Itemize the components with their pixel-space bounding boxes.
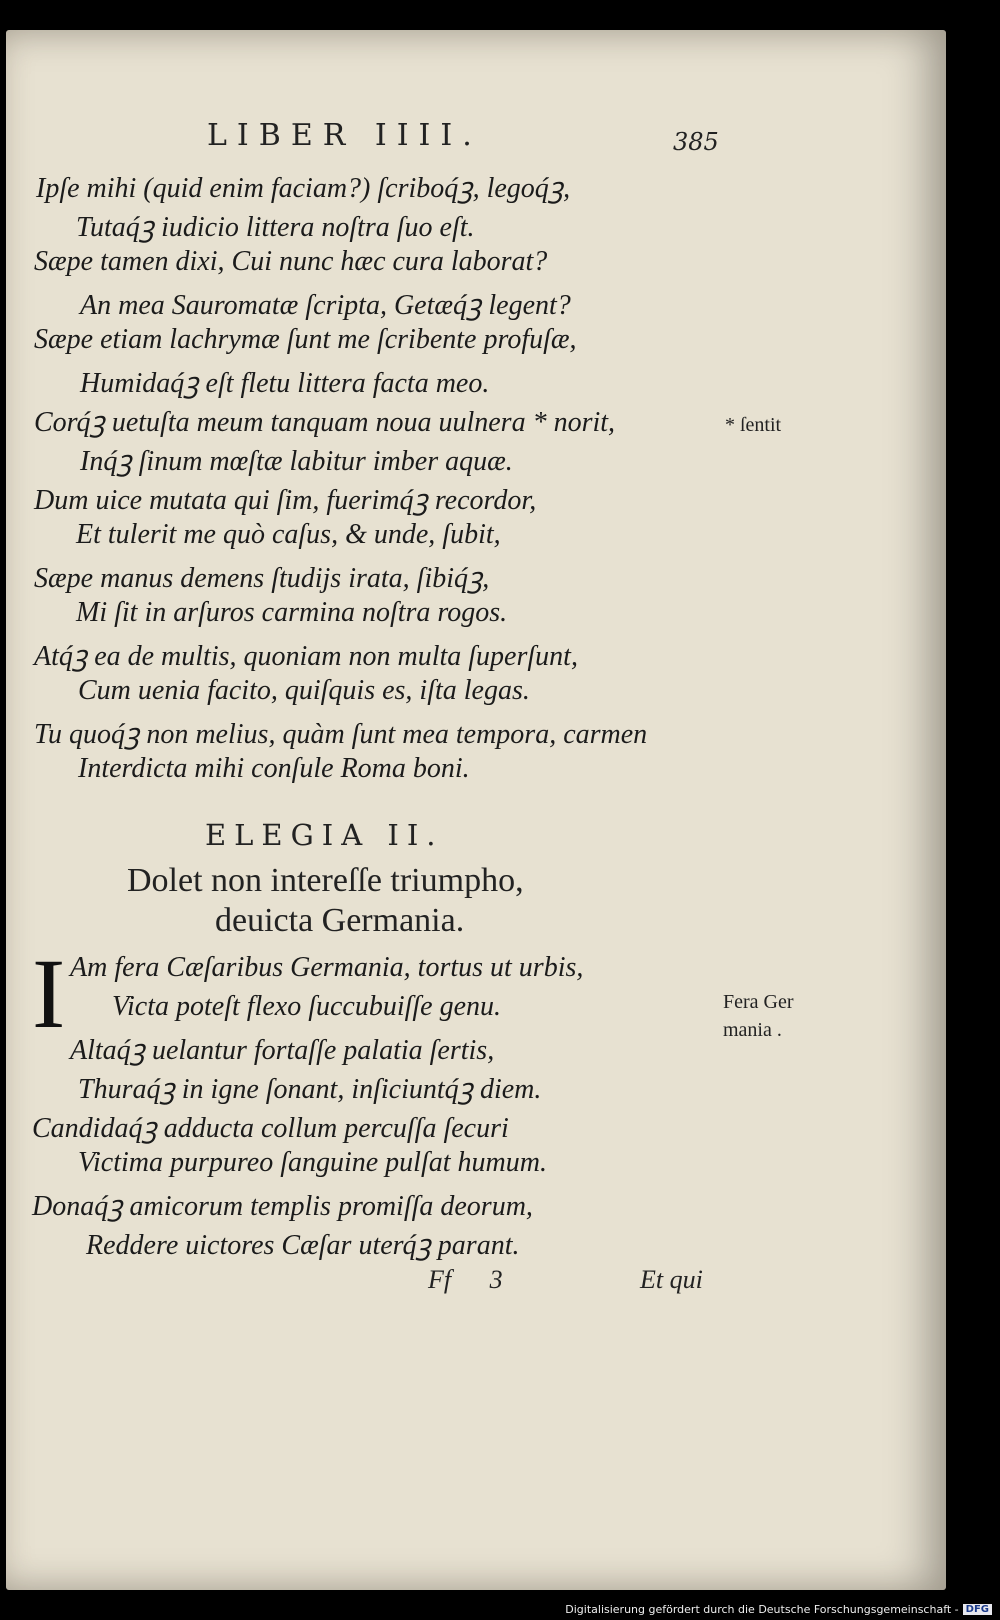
running-header: LIBER IIII. [207,118,482,153]
dfg-logo: DFG [963,1604,992,1615]
verse-line: Sæpe tamen dixi, Cui nunc hæc cura laborat? [34,246,548,277]
margin-note: * ſentit [725,414,782,436]
verse-line: Dum uice mutata qui ſim, fuerimq́ꝫ recordor, [34,485,537,516]
verse-line: Corq́ꝫ uetuſta meum tanquam noua uulnera * norit, [34,407,616,438]
margin-note: mania . [723,1019,782,1041]
verse-line: Cum uenia facito, quiſquis es, iſta legas. [78,675,530,706]
verse-line: Atq́ꝫ ea de multis, quoniam non multa ſuperſunt, [34,641,578,672]
page-number: 385 [673,128,719,156]
elegy-title-line-1: Dolet non intereſſe triumpho, [127,862,524,899]
signature-mark: Ff 3 [428,1265,503,1294]
verse-line: Et tulerit me quò caſus, & unde, ſubit, [76,519,501,550]
drop-cap: I [32,938,66,1049]
verse-line: Humidaq́ꝫ eſt fletu littera facta meo. [80,368,490,399]
credit-text: Digitalisierung gefördert durch die Deutsche Forschungsgemeinschaft - [565,1603,959,1616]
verse-line: Reddere uictores Cæſar uterq́ꝫ parant. [86,1230,520,1261]
verse-line: Tu quoq́ꝫ non melius, quàm ſunt mea tempora, carmen [34,719,648,750]
verse-line: Tutaq́ꝫ iudicio littera noſtra ſuo eſt. [76,212,475,243]
verse-line: Donaq́ꝫ amicorum templis promiſſa deorum, [32,1191,533,1222]
verse-line: Inq́ꝫ ſinum mœſtæ labitur imber aquæ. [80,446,513,477]
elegy-heading: ELEGIA II. [205,818,444,852]
verse-line: Sæpe etiam lachrymæ ſunt me ſcribente profuſæ, [34,324,577,355]
verse-line: Altaq́ꝫ uelantur fortaſſe palatia ſertis, [70,1035,495,1066]
verse-line: Am fera Cæſaribus Germania, tortus ut urbis, [70,952,584,983]
verse-line: Thuraq́ꝫ in igne ſonant, inſiciuntq́ꝫ diem. [78,1074,542,1105]
verse-line: Interdicta mihi conſule Roma boni. [78,753,470,784]
verse-line: Victa poteſt flexo ſuccubuiſſe genu. [112,991,502,1022]
verse-line: An mea Sauromatæ ſcripta, Getæq́ꝫ legent? [80,290,571,321]
elegy-title-line-2: deuicta Germania. [215,902,465,939]
verse-line: Victima purpureo ſanguine pulſat humum. [78,1147,547,1178]
verse-line: Sæpe manus demens ſtudijs irata, ſibiq́ꝫ, [34,563,490,594]
verse-line: Candidaq́ꝫ adducta collum percuſſa ſecuri [32,1113,509,1144]
margin-note: Fera Ger [723,991,794,1013]
digitization-credit [565,1603,992,1616]
catchword: Et qui [640,1265,703,1294]
verse-line: Mi ſit in arſuros carmina noſtra rogos. [76,597,508,628]
verse-line: Ipſe mihi (quid enim faciam?) ſcriboq́ꝫ, legoq́ꝫ, [36,173,571,204]
